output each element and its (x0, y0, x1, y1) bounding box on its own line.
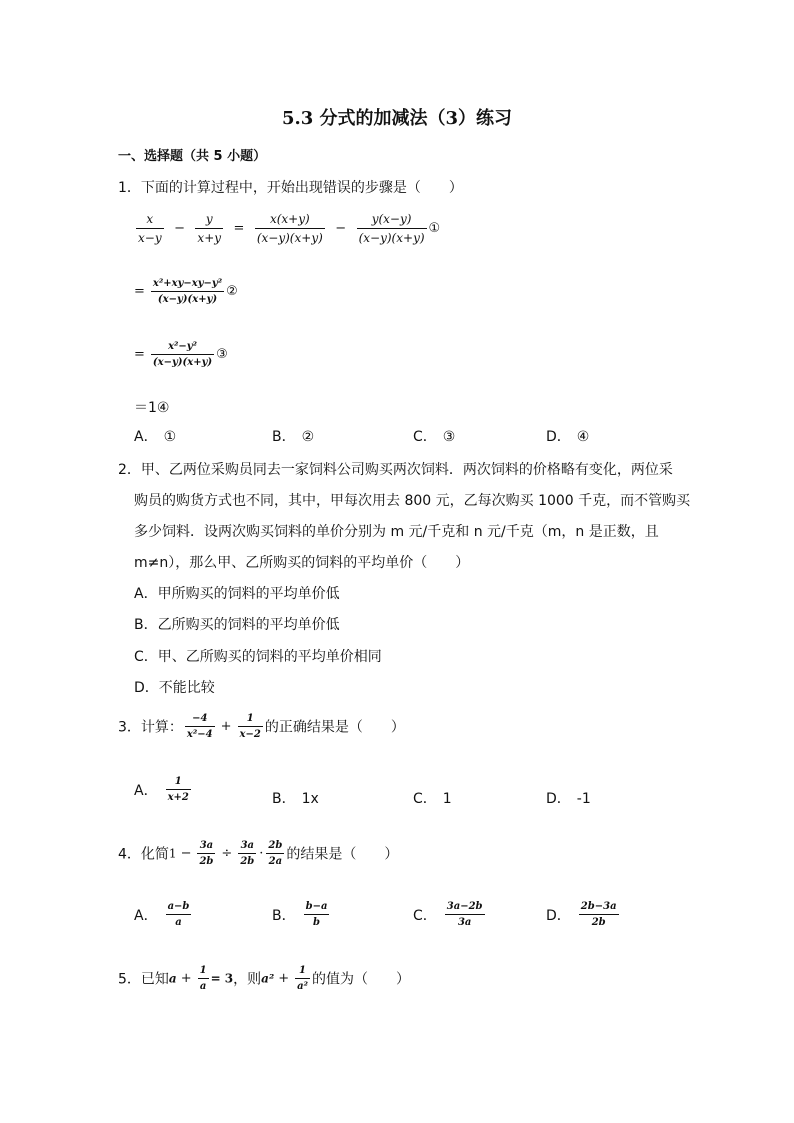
q2-line-3: 多少饲料．设两次购买饲料的单价分别为 m 元/千克和 n 元/千克（m，n 是正数，且 (134, 524, 659, 540)
q4-option-c[interactable]: C． $\frac{3a-2b}{3a}$ (413, 901, 483, 928)
q2-option-a[interactable]: A．甲所购买的饲料的平均单价低 (134, 586, 340, 602)
q1-step4: ＝1④ (134, 400, 170, 416)
q3-option-a[interactable]: A． $\frac{1}{x+2}$ (134, 776, 189, 803)
q2-option-b[interactable]: B．乙所购买的饲料的平均单价低 (134, 617, 340, 633)
q4-stem: 4．化简1 − $\frac{3a}{2b}$ ÷ $\frac{3a}{2b}$ · $\frac{2b}{2a}$ 的结果是（ ） (118, 840, 399, 867)
q2-line-4: m≠n），那么甲、乙所购买的饲料的平均单价（ ） (134, 555, 470, 571)
q4-option-b[interactable]: B． $\frac{b-a}{b}$ (272, 901, 328, 928)
q1-option-b[interactable]: B． ② (272, 429, 315, 445)
q3-stem: 3．计算： $\frac{-4}{\text{x²−4}}$ + $\frac{1}{x-2}$ 的正确结果是（ ） (118, 713, 405, 740)
q1-step3: = $\frac{\text{x²−y²}}{(x-y)(x+y)}$ ③ (134, 341, 228, 368)
q4-option-d[interactable]: D． $\frac{2b-3a}{2b}$ (546, 901, 617, 928)
q1-option-d[interactable]: D． ④ (546, 429, 590, 445)
q1-step2: = $\frac{\text{x²+xy−xy−y²}}{(x-y)(x+y)}$ ② (134, 278, 238, 305)
page-title: 5.3 分式的加减法（3）练习 (281, 108, 513, 129)
q1-option-a[interactable]: A． ① (134, 429, 177, 445)
q4-option-a[interactable]: A． $\frac{a-b}{a}$ (134, 901, 190, 928)
q3-option-d[interactable]: D． -1 (546, 791, 591, 807)
q2-option-c[interactable]: C．甲、乙所购买的饲料的平均单价相同 (134, 649, 382, 665)
q1-step1: $\frac{x}{x-y}$ − $\frac{y}{x+y}$ = $\frac{x(x+y)}{(x-y)(x+y)}$ − $\frac{y(x-y)}{(x-y)(x+y)}$ ① (138, 212, 441, 245)
q3-option-c[interactable]: C． 1 (413, 791, 452, 807)
q2-line-2: 购员的购货方式也不同，其中，甲每次用去 800 元，乙每次购买 1000 千克，而不管购买 (134, 493, 691, 509)
q1-option-c[interactable]: C． ③ (413, 429, 456, 445)
q1-stem: 1．下面的计算过程中，开始出现错误的步骤是（ ） (118, 180, 463, 196)
q2-option-d[interactable]: D．不能比较 (134, 680, 215, 696)
q2-line-1: 2．甲、乙两位采购员同去一家饲料公司购买两次饲料．两次饲料的价格略有变化，两位采 (118, 462, 673, 478)
q3-option-b[interactable]: B． 1x (272, 791, 319, 807)
q5-stem: 5．已知a + $\frac{1}{a}$ = 3，则a² + $\frac{1}{\text{a²}}$ 的值为（ ） (118, 965, 410, 992)
section-heading: 一、选择题（共 5 小题） (118, 149, 267, 164)
